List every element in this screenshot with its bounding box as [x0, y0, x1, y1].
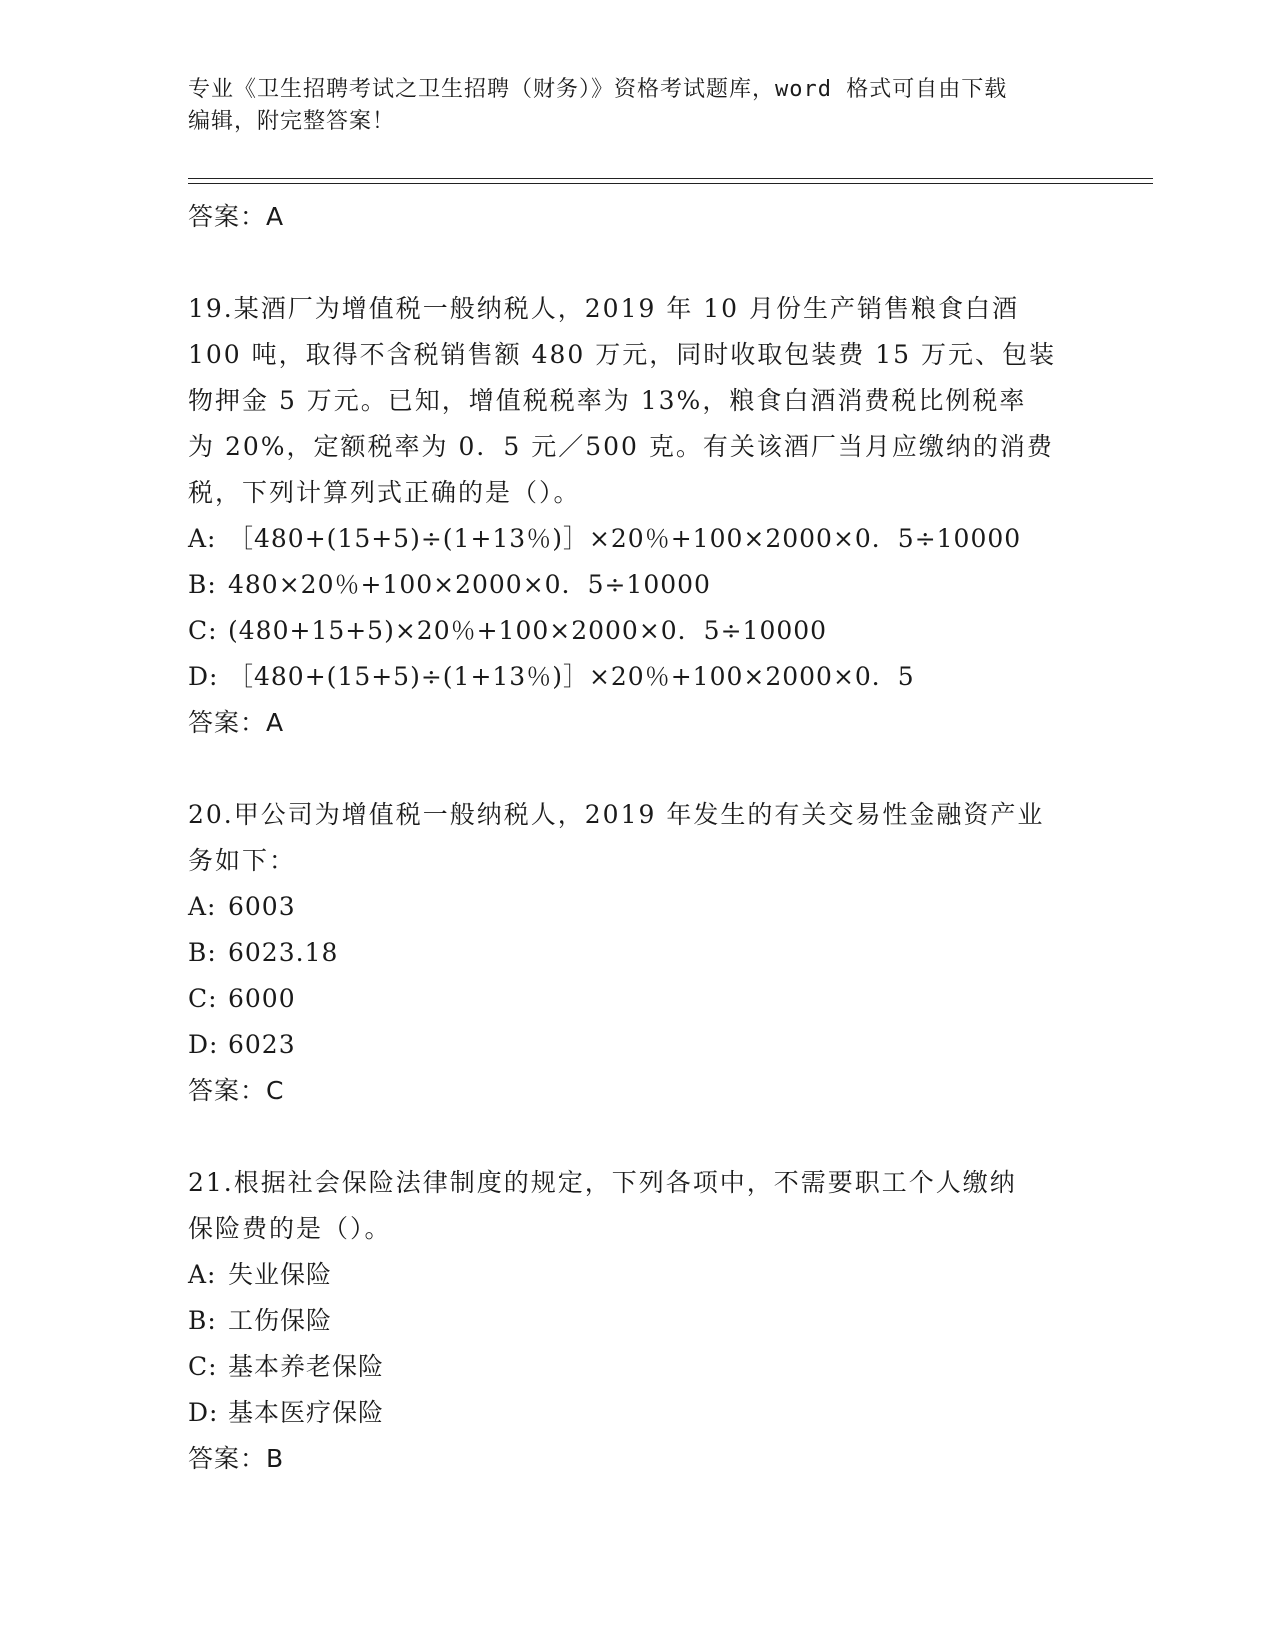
option-letter: A: — [188, 892, 217, 921]
option-letter: C: — [188, 1352, 218, 1381]
question-text-line: 物押金 5 万元。已知，增值税税率为 13%，粮食白酒消费税比例税率 — [188, 386, 1027, 415]
option-c — [188, 608, 1088, 654]
option-text: 480×20％+100×2000×0．5÷10000 — [228, 570, 711, 599]
option-text: 工伤保险 — [228, 1306, 333, 1335]
answer-line: 答案：A — [188, 202, 285, 231]
option-text: 6003 — [228, 892, 296, 921]
option-text: 基本医疗保险 — [228, 1398, 385, 1427]
header-divider-top — [188, 178, 1153, 179]
answer-line: 答案：A — [188, 708, 285, 737]
option-letter: A: — [188, 1260, 217, 1289]
question-text — [188, 792, 1088, 884]
answer-line: 答案：B — [188, 1444, 285, 1473]
option-letter: B: — [188, 938, 217, 967]
option-a — [188, 1252, 1088, 1298]
question-text-line: 务如下： — [188, 846, 297, 875]
option-c — [188, 976, 1088, 1022]
option-letter: D: — [188, 1398, 219, 1427]
option-text: 6000 — [228, 984, 296, 1013]
question-text-line: 100 吨，取得不含税销售额 480 万元，同时收取包装费 15 万元、包装 — [188, 340, 1056, 369]
option-text: (480+15+5)×20％+100×2000×0．5÷10000 — [228, 616, 828, 645]
question-text-line: 20.甲公司为增值税一般纳税人，2019 年发生的有关交易性金融资产业 — [188, 800, 1045, 829]
option-b — [188, 1298, 1088, 1344]
question-21 — [188, 1160, 1088, 1482]
option-letter: C: — [188, 984, 218, 1013]
question-list — [188, 188, 1088, 1482]
option-letter: D: — [188, 662, 219, 691]
question-text-line: 19.某酒厂为增值税一般纳税人，2019 年 10 月份生产销售粮食白酒 — [188, 294, 1020, 323]
option-letter: D: — [188, 1030, 219, 1059]
option-text: ［480+(15+5)÷(1+13％)］×20％+100×2000×0．5 — [228, 662, 915, 691]
answer-line: 答案：C — [188, 1076, 285, 1105]
option-letter: A: — [188, 524, 217, 553]
header-divider-bottom — [188, 183, 1153, 184]
option-d — [188, 1390, 1088, 1436]
option-d — [188, 654, 1088, 700]
option-letter: B: — [188, 1306, 217, 1335]
option-d — [188, 1022, 1088, 1068]
option-b — [188, 930, 1088, 976]
question-text — [188, 286, 1088, 516]
question-text-line: 为 20%，定额税率为 0．5 元／500 克。有关该酒厂当月应缴纳的消费 — [188, 432, 1054, 461]
option-text: 基本养老保险 — [228, 1352, 385, 1381]
option-b — [188, 562, 1088, 608]
option-text: 6023.18 — [228, 938, 339, 967]
option-letter: B: — [188, 570, 217, 599]
header-line-1: 专业《卫生招聘考试之卫生招聘（财务）》资格考试题库，word 格式可自由下载 — [188, 77, 1008, 102]
option-a — [188, 516, 1088, 562]
question-text-line: 保险费的是（）。 — [188, 1214, 392, 1243]
page-header — [188, 74, 1088, 138]
question-text — [188, 1160, 1088, 1252]
question-20 — [188, 792, 1088, 1114]
question-text-line: 21.根据社会保险法律制度的规定，下列各项中，不需要职工个人缴纳 — [188, 1168, 1017, 1197]
option-text: 失业保险 — [228, 1260, 333, 1289]
option-text: ［480+(15+5)÷(1+13％)］×20％+100×2000×0．5÷10000 — [228, 524, 1022, 553]
option-letter: C: — [188, 616, 218, 645]
question-19 — [188, 286, 1088, 746]
option-text: 6023 — [228, 1030, 296, 1059]
option-a — [188, 884, 1088, 930]
question-text-line: 税，下列计算列式正确的是（）。 — [188, 478, 581, 507]
header-line-2: 编辑，附完整答案！ — [188, 109, 396, 134]
option-c — [188, 1344, 1088, 1390]
